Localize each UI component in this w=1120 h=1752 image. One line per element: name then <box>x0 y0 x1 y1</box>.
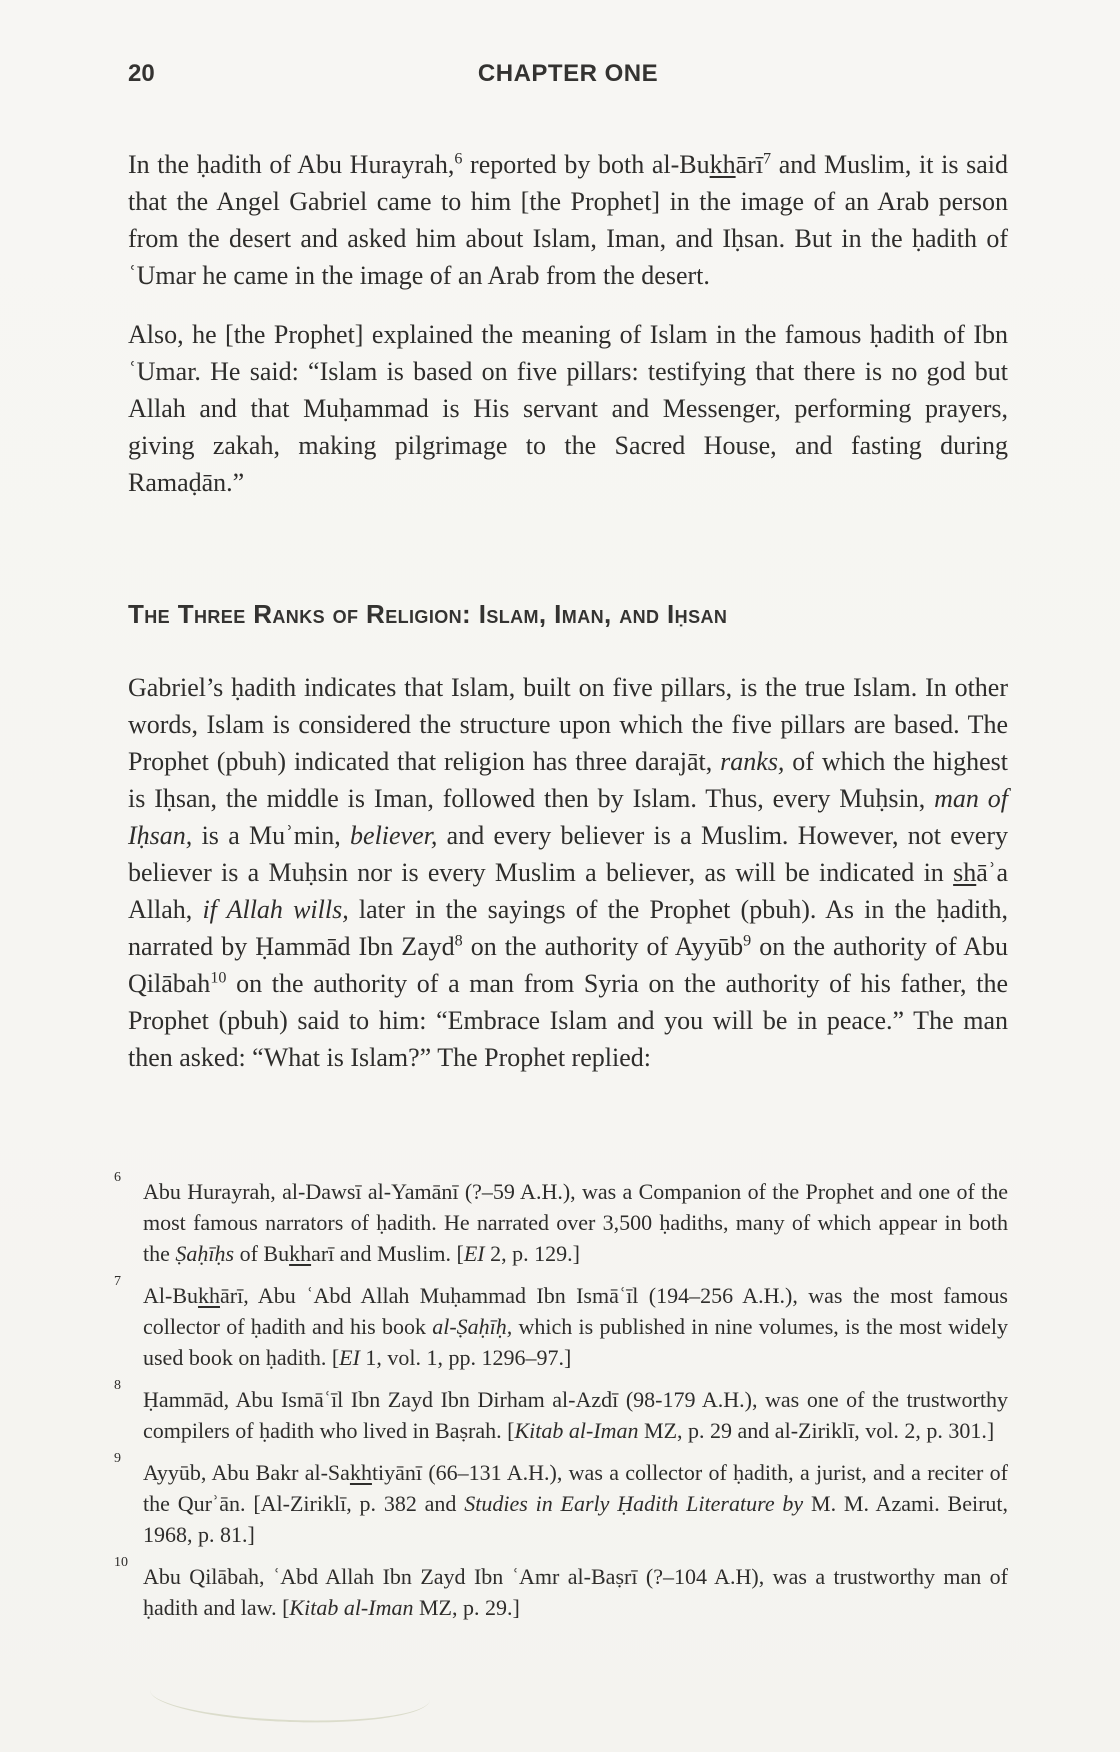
text-run: tiyānī (66–131 A.H.), was a collector of ḥadith, a jurist, and a reciter of the Qurʾān. [Al-Ziriklī, p. 382 and <box>143 1460 1008 1516</box>
page-header <box>128 60 1008 90</box>
footnote-text <box>143 1179 1008 1266</box>
footnote-reference: 10 <box>210 969 227 987</box>
text-run: ārī, Abu ʿAbd Allah Muḥammad Ibn Ismāʿīl (194–256 A.H.), was the most famous collector of ḥadith and his book <box>143 1283 1008 1339</box>
text-run: and every believer is a Muslim. However, not every believer is a Muḥsin nor is every Muslim a believer, as will be indicated in <box>128 821 1008 887</box>
text-run: 1, vol. 1, pp. 1296–97.] <box>359 1345 572 1370</box>
text-run: EI <box>463 1241 485 1266</box>
footnote-marker: 7 <box>114 1274 121 1289</box>
paragraph-hadith-abu-hurayrah <box>128 146 1008 294</box>
paragraph-hadith-ibn-umar <box>128 316 1008 501</box>
text-run: MZ, p. 29 and al-Ziriklī, vol. 2, p. 301.] <box>638 1418 995 1443</box>
text-run: arī and Muslim. [ <box>311 1241 464 1266</box>
text-run: M. M. Azami. Beirut, 1968, p. 81.] <box>143 1491 1009 1547</box>
chapter-header: CHAPTER ONE <box>477 60 659 87</box>
text-run: ārī <box>735 150 764 179</box>
footnote-text <box>143 1387 1008 1443</box>
text-run: Ḥammād, Abu Ismāʿīl Ibn Zayd Ibn Dirham al-Azdī (98-179 A.H.), was one of the trustworthy compilers of ḥadith who lived in Baṣrah. [ <box>143 1387 1008 1443</box>
page-number: 20 <box>128 60 155 87</box>
footnote-marker: 6 <box>114 1170 121 1185</box>
text-run: Gabriel’s ḥadith indicates that Islam, built on five pillars, is the true Islam. In other words, Islam is considered the structure upon which the five pillars are based. The Prophet (pbuh) indicated that religion has three darajāt, <box>128 673 1008 776</box>
footnote-reference: 8 <box>454 932 463 950</box>
text-run: MZ, p. 29.] <box>413 1595 520 1620</box>
text-run: if Allah wills, <box>202 895 349 924</box>
footnote-item <box>112 1274 1008 1373</box>
text-run: In the ḥadith of Abu Hurayrah, <box>128 150 455 179</box>
text-run: on the authority of Abu Qilābah <box>128 932 1008 998</box>
footnotes <box>112 1170 1009 1634</box>
scan-artifact-line <box>149 1663 431 1727</box>
footnote-marker: 8 <box>114 1378 121 1393</box>
text-run: of which the highest is Iḥsan, the middle is Iman, followed then by Islam. Thus, every Muḥsin, <box>128 747 1008 813</box>
text-run: reported by both al-Bu <box>462 150 710 179</box>
footnote-item <box>112 1378 1008 1446</box>
footnote-text <box>143 1460 1008 1547</box>
footnote-item <box>112 1170 1008 1269</box>
text-run: Kitab al-Iman <box>289 1595 414 1620</box>
footnote-reference: 6 <box>454 150 463 168</box>
footnote-marker: 10 <box>114 1555 128 1570</box>
text-run: man of Iḥsan, <box>128 784 1008 850</box>
text-run: āʾa Allah, <box>128 858 1008 924</box>
text-run: Ṣaḥīḥs <box>175 1241 235 1266</box>
text-run: Kitab al-Iman <box>514 1418 639 1443</box>
text-run: Al-Bu <box>143 1283 198 1308</box>
footnote-text <box>143 1564 1008 1620</box>
text-run: kh <box>198 1283 220 1308</box>
text-run: Abu Hurayrah, al-Dawsī al-Yamānī (?–59 A.H.), was a Companion of the Prophet and one of the most famous narrators of ḥadith. He narrated over 3,500 ḥadiths, many of which appear in both the <box>143 1179 1008 1266</box>
text-run: kh <box>709 150 736 179</box>
text-run: sh <box>953 858 977 887</box>
section-heading: The Three Ranks of Religion: Islam, Iman, and Iḥsan <box>128 599 728 629</box>
text-run: kh <box>289 1241 312 1266</box>
footnote-reference: 7 <box>763 150 772 168</box>
text-run: al-Ṣaḥīḥ, <box>432 1314 513 1339</box>
text-run: EI <box>339 1345 360 1370</box>
text-run: 2, p. 129.] <box>484 1241 580 1266</box>
text-run: Studies in Early Ḥadith Literature by <box>464 1491 804 1516</box>
text-run: kh <box>349 1460 372 1485</box>
footnote-marker: 9 <box>114 1451 121 1466</box>
text-run: Also, he [the Prophet] explained the meaning of Islam in the famous ḥadith of Ibn ʿUmar. He said: “Islam is based on five pillars: testifying that there is no god but Allah and that Muḥammad is His servant and Messenger, performing prayers, giving zakah, making pilgrimage to the Sacred House, and fasting during Ramaḍān.” <box>128 320 1008 497</box>
paragraph-three-ranks <box>128 669 1008 1076</box>
text-run: later in the sayings of the Prophet (pbuh). As in the ḥadith, narrated by Ḥammād Ibn Zayd <box>128 895 1008 961</box>
text-run: which is published in nine volumes, is the most widely used book on ḥadith. [ <box>143 1314 1008 1370</box>
footnote-text <box>143 1283 1008 1370</box>
footnote-reference: 9 <box>743 932 752 950</box>
text-run: of Bu <box>234 1241 290 1266</box>
text-run: believer, <box>350 821 438 850</box>
text-run: and Muslim, it is said that the Angel Gabriel came to him [the Prophet] in the image of an Arab person from the desert and asked him about Islam, Iman, and Iḥsan. But in the ḥadith of ʿUmar he came in the image of an Arab from the desert. <box>128 150 1008 290</box>
page-body <box>128 146 1008 1076</box>
text-run: on the authority of a man from Syria on the authority of his father, the Prophet (pbuh) said to him: “Embrace Islam and you will be in peace.” The man then asked: “What is Islam?” The Prophet replied: <box>128 969 1008 1072</box>
text-run: Abu Qilābah, ʿAbd Allah Ibn Zayd Ibn ʿAmr al-Baṣrī (?–104 A.H), was a trustworthy man of ḥadith and law. [ <box>143 1564 1008 1620</box>
text-run: Ayyūb, Abu Bakr al-Sa <box>143 1460 350 1485</box>
footnote-item <box>112 1451 1009 1550</box>
text-run: on the authority of Ayyūb <box>462 932 744 961</box>
footnote-item <box>112 1555 1008 1623</box>
text-run: is a Muʾmin, <box>192 821 351 850</box>
text-run: ranks, <box>720 747 785 776</box>
